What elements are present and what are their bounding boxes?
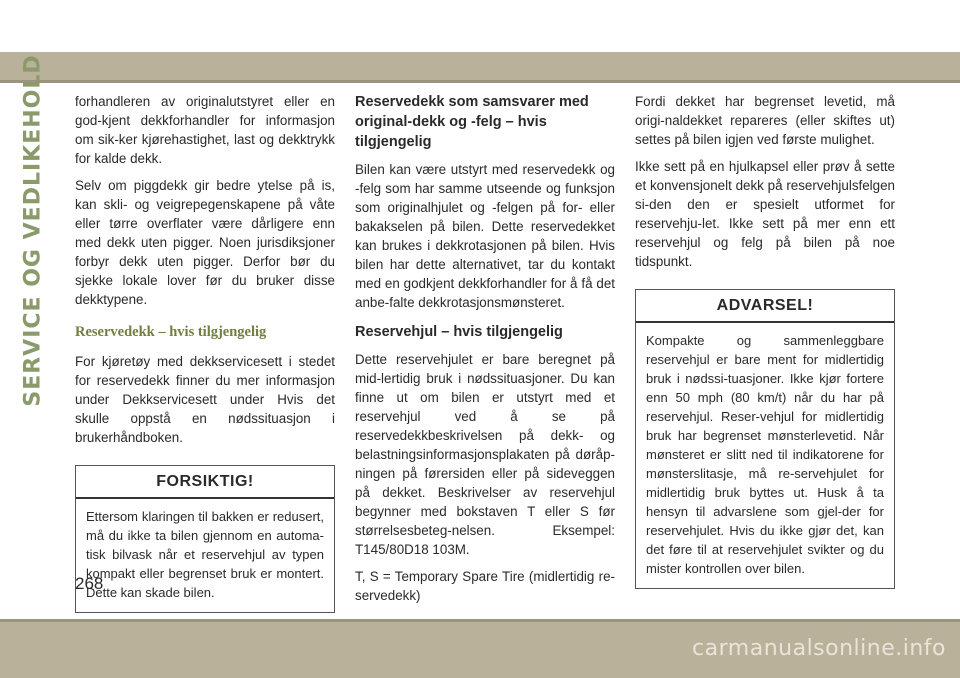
- caution-text: Ettersom klaringen til bakken er redusert, må du ikke ta bilen gjennom en automa-tisk bilvask når et reservehjul av typen kompakt eller begrenset bruk er montert. Dette kan skade bilen.: [86, 509, 324, 600]
- watermark-text: carmanualsonline.info: [692, 636, 946, 661]
- col3-paragraph-1: Fordi dekket har begrenset levetid, må origi-naldekket repareres (eller skiftes ut) settes på bilen igjen ved første mulighet.: [635, 94, 895, 147]
- col1-paragraph-3: For kjøretøy med dekkservicesett i stedet for reservedekk finner du mer informasjon under Dekkservicesett under Hvis det skulle oppstå en nødssituasjon i brukerhåndboken.: [75, 354, 335, 445]
- warning-box: [635, 289, 895, 589]
- caution-box: [75, 465, 335, 613]
- column-2: [355, 92, 615, 613]
- header-band: [0, 0, 960, 52]
- column-1: [75, 92, 335, 613]
- footer-band: [0, 622, 960, 678]
- section-side-tab-label: SERVICE OG VEDLIKEHOLD: [20, 53, 46, 407]
- warning-title: ADVARSEL!: [636, 290, 894, 323]
- warning-text: Kompakte og sammenleggbare reservehjul er bare ment for midlertidig bruk i nødssi-tuasjoner. Ikke kjør fortere enn 50 mph (80 km/t) når du har på reservehjul. Reser-vehjul for midlertidig bruk har begrenset mønsterlevetid. Når mønsteret er slitt ned til indikatorene for mønsterslitasje, må re-servehjulet for midlertidig bruk byttes ut. Husk å ta hensyn til advarslene som gjel-der for reservehjulet. Hvis du ikke gjør det, kan det føre til at reservehjulet svikter og du mister kontrollen over bilen.: [646, 333, 884, 576]
- col1-paragraph-2: Selv om piggdekk gir bedre ytelse på is, kan skli- og veigrepegenskapene på våte eller tørre overflater være dårligere enn med dekk uten pigger. Noen jurisdiksjoner forbyr dekk uten pigger. Derfor bør du sjekke lokale lover før du bruker disse dekktypene.: [75, 178, 335, 307]
- col1-paragraph-1: forhandleren av originalutstyret eller en god-kjent dekkforhandler for informasjon om sik-ker kjørehastighet, last og dekktrykk for kalde dekk.: [75, 94, 335, 166]
- col3-paragraph-2: Ikke sett på en hjulkapsel eller prøv å sette et konvensjonelt dekk på reservehjulsfelgen si-den den er spesielt utformet for reservehju-let. Ikke sett på mer enn ett reservehjul og felg på bilen på noe tidspunkt.: [635, 159, 895, 269]
- section-side-tab: [18, 53, 48, 407]
- col2-heading-2: Reservehjul – hvis tilgjengelig: [355, 324, 563, 340]
- col2-heading-1: Reservedekk som samsvarer med original-dekk og -felg – hvis tilgjengelig: [355, 94, 589, 150]
- col2-paragraph-3: T, S = Temporary Spare Tire (midlertidig re-servedekk): [355, 569, 615, 603]
- column-3: [635, 92, 895, 589]
- col2-paragraph-1: Bilen kan være utstyrt med reservedekk og -felg som har samme utseende og funksjon som originalhjulet og -felgen på for- eller bakakselen på bilen. Dette reservedekket kan brukes i dekkrotasjonen på bilen. Hvis bilen har dette alternativet, tar du kontakt med en godkjent dekkforhandler for å få det anbe-falte dekkrotasjonsmønsteret.: [355, 162, 615, 310]
- caution-title: FORSIKTIG!: [76, 466, 334, 499]
- header-stripe: [0, 52, 960, 80]
- col1-heading: Reservedekk – hvis tilgjengelig: [75, 324, 267, 340]
- page-number: 268: [75, 574, 104, 593]
- footer-stripe-line: [0, 619, 960, 622]
- col2-paragraph-2: Dette reservehjulet er bare beregnet på mid-lertidig bruk i nødssituasjoner. Du kan finne ut om bilen er utstyrt med et reservehjul ved å se på reservedekkbeskrivelsen på dekk- og belastningsinformasjonsplakaten på døråp-ningen på førersiden eller på sideveggen på dekket. Beskrivelser av reservehjul begynner med bokstaven T eller S før størrelsesbeteg-nelsen. Eksempel: T145/80D18 103M.: [355, 352, 615, 557]
- header-stripe-line: [0, 80, 960, 83]
